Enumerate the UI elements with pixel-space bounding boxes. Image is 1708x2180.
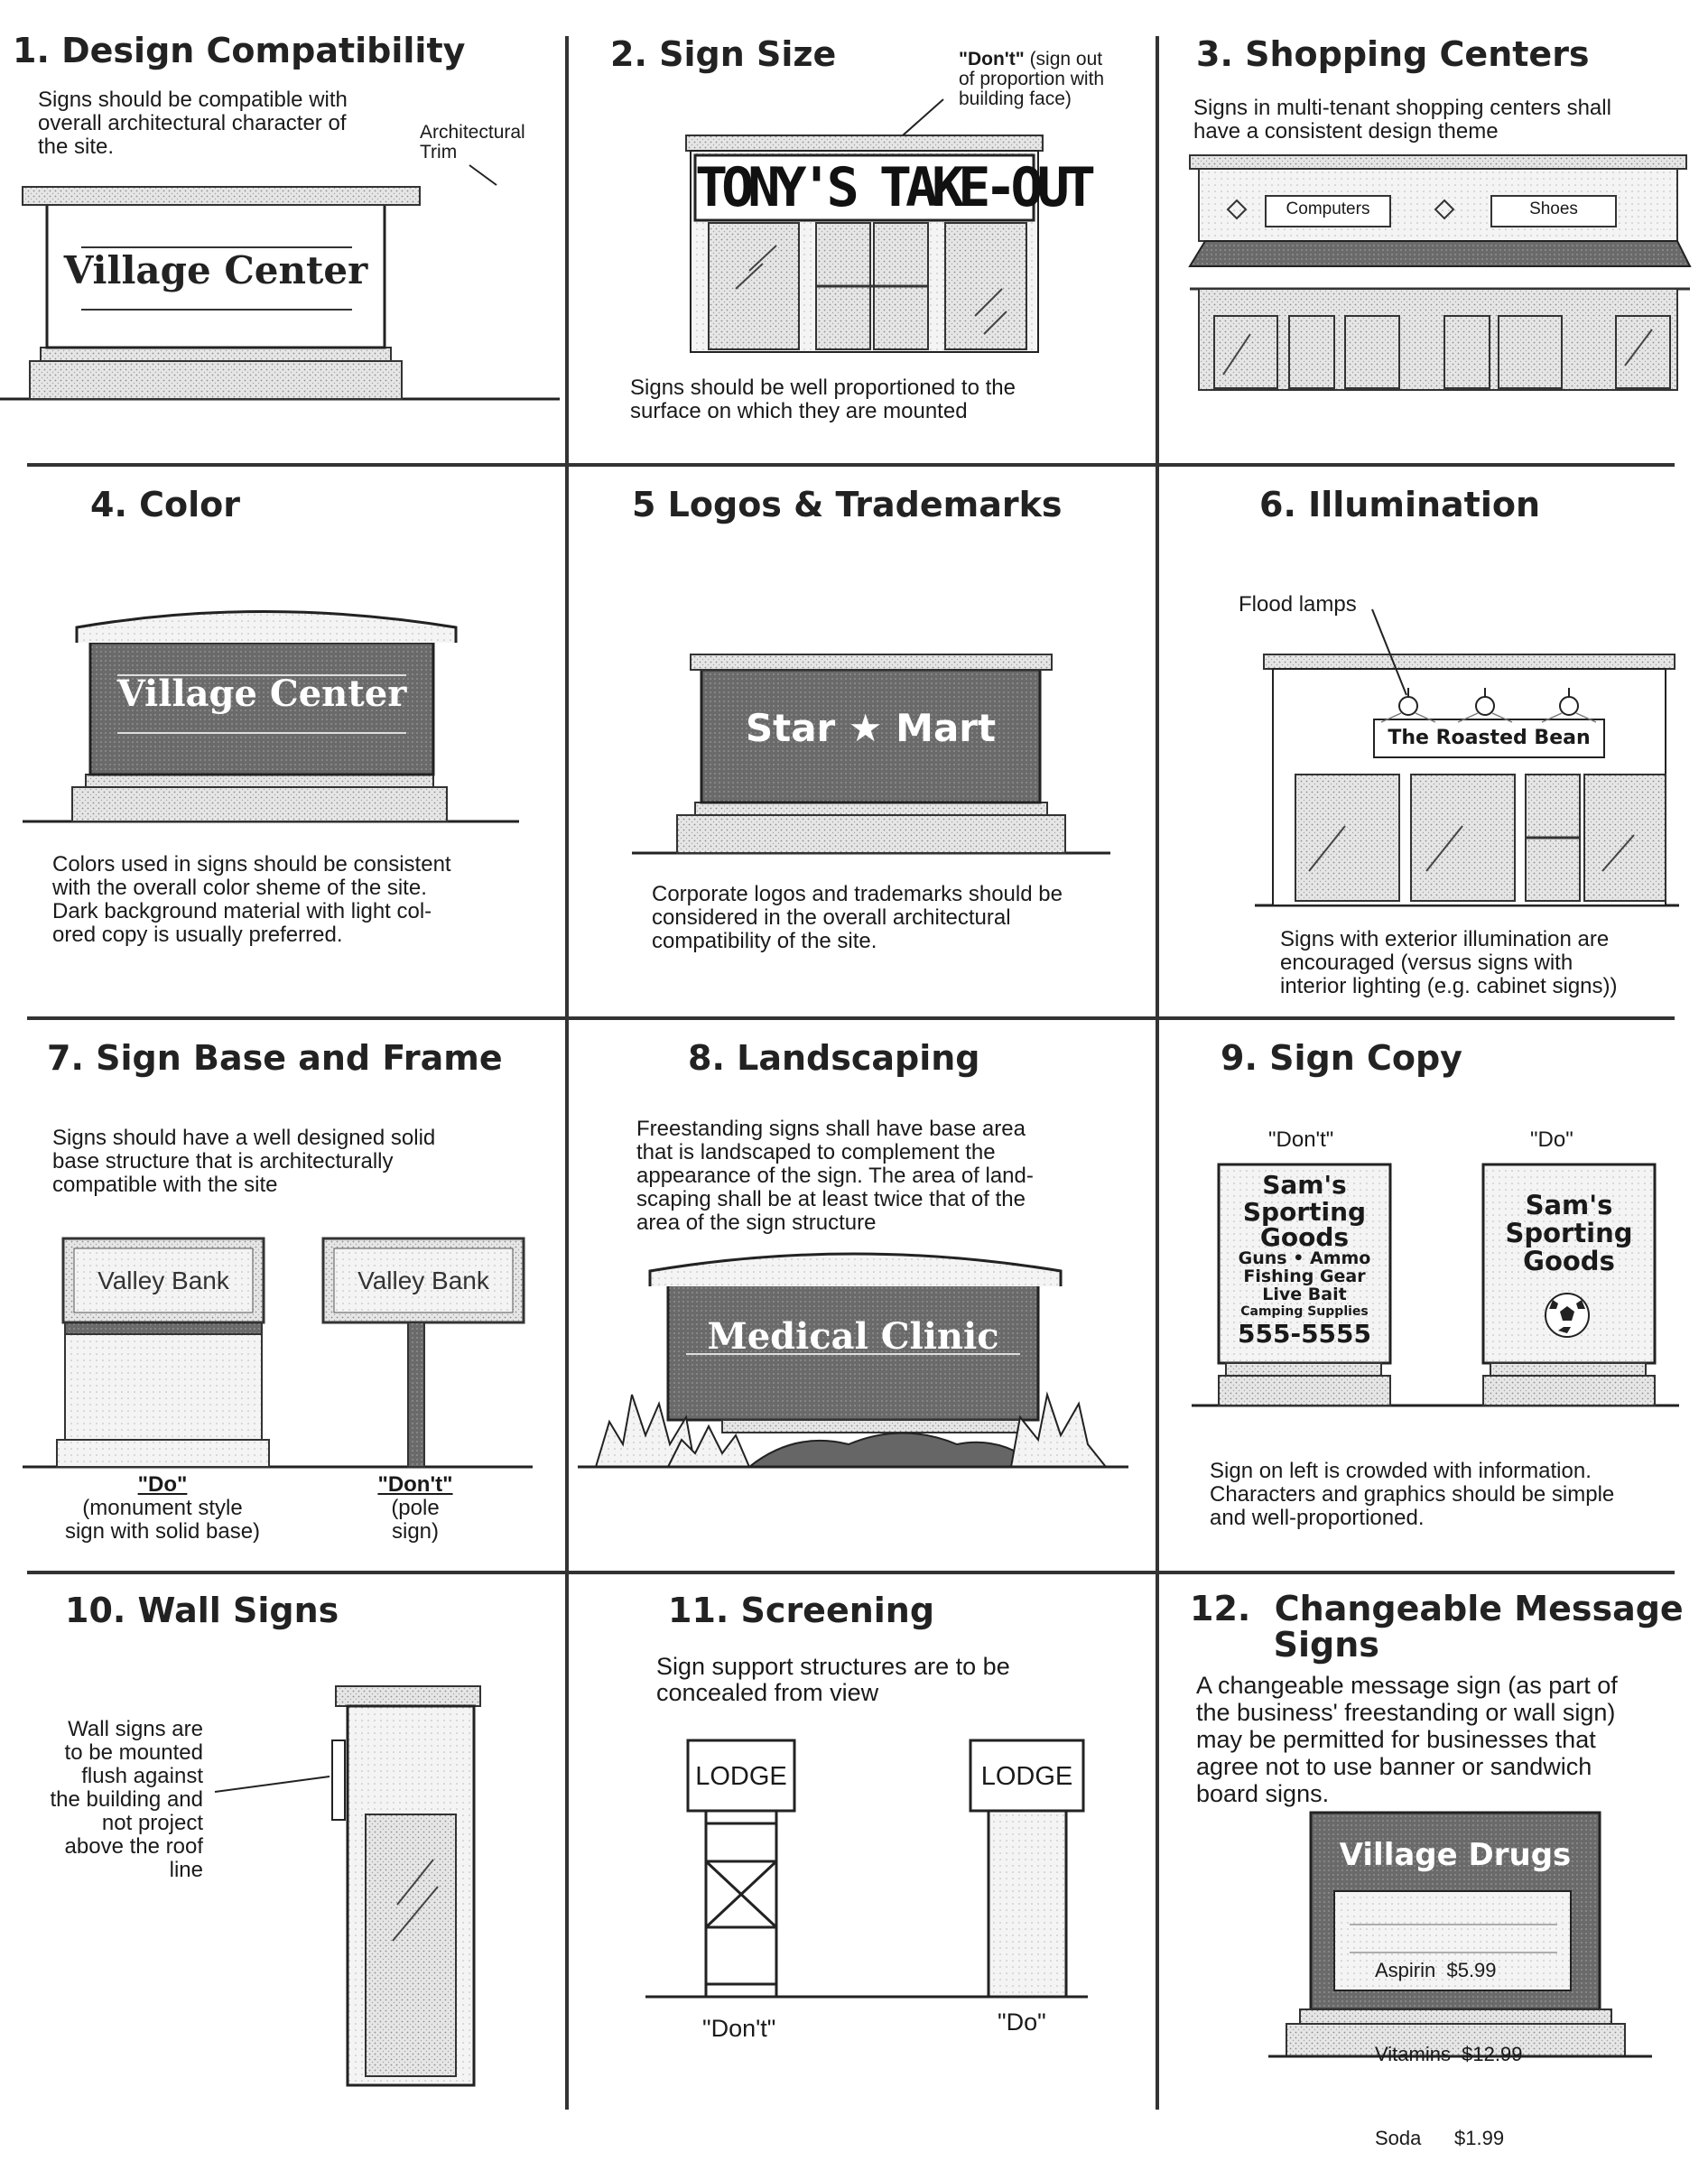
panel-8-sign-text: Medical Clinic	[707, 1315, 999, 1358]
panel-12-sign-text: Village Drugs	[1339, 1837, 1572, 1873]
panel-2-title: 2. Sign Size	[610, 34, 837, 74]
crowded-sign-line: Sam's	[1262, 1170, 1347, 1200]
message-line: Vitamins $12.99	[1375, 2043, 1523, 2065]
panel-5-sign-text: Star ★ Mart	[745, 706, 997, 750]
panel-2-callout-text: (sign out of proportion with building face)	[959, 49, 1105, 109]
panel-7-do-label: "Do"	[137, 1472, 188, 1497]
panel-9-simple-sign	[1483, 1192, 1655, 1276]
crowded-sign-line: Guns • Ammo	[1238, 1248, 1371, 1268]
simple-sign-line: Sporting	[1505, 1218, 1633, 1248]
panel-11-do-sign-text: LODGE	[980, 1762, 1073, 1791]
panel-8-art	[578, 1254, 1128, 1467]
simple-sign-line: Sam's	[1525, 1190, 1613, 1220]
panel-8-title: 8. Landscaping	[688, 1038, 980, 1078]
panel-5-description: Corporate logos and trademarks should be considered in the overall architectural compatibility of the site.	[652, 882, 1063, 953]
panel-3-title: 3. Shopping Centers	[1196, 34, 1590, 74]
panel-10-title: 10. Wall Signs	[65, 1591, 339, 1630]
panel-2-sign-text: TONY'S TAKE-OUT	[695, 156, 1090, 219]
panel-9-dont-label: "Don't"	[1268, 1127, 1334, 1152]
panel-7-description: Signs should have a well designed solid base structure that is architecturally compatible with the site	[52, 1126, 436, 1197]
panel-12-message-board	[1375, 1900, 1522, 2180]
panel-2-callout	[959, 50, 1104, 109]
panel-11-do-label: "Do"	[998, 2008, 1046, 2036]
panel-2-description: Signs should be well proportioned to the surface on which they are mounted	[630, 376, 1016, 423]
crowded-sign-line: Sporting	[1242, 1197, 1367, 1227]
tenant-sign-computers: Computers	[1286, 199, 1370, 218]
tenant-sign-shoes: Shoes	[1529, 199, 1578, 218]
panel-9-description: Sign on left is crowded with information. Characters and graphics should be simple and well-proportioned.	[1210, 1459, 1615, 1530]
crowded-sign-line: 555-5555	[1238, 1319, 1371, 1349]
panel-6-flood-lamps-callout: Flood lamps	[1239, 592, 1357, 617]
panel-4-description: Colors used in signs should be consistent with the overall color sheme of the site. Dark background material with light col- ored copy is usually preferred.	[52, 852, 451, 947]
panel-5-art	[632, 654, 1110, 853]
panel-11-dont-sign-text: LODGE	[695, 1762, 787, 1791]
panel-9-crowded-sign	[1219, 1172, 1390, 1349]
panel-8-description: Freestanding signs shall have base area that is landscaped to complement the appearance of the sign. The area of land- scaping shall be at least twice that of the area of the sign structure	[636, 1117, 1034, 1235]
panel-11-dont-label: "Don't"	[702, 2015, 776, 2042]
panel-9-title: 9. Sign Copy	[1221, 1038, 1462, 1078]
panel-10-art	[215, 1686, 480, 2085]
message-line: Aspirin $5.99	[1375, 1959, 1497, 1981]
panel-7-do-note: (monument style sign with solid base)	[64, 1496, 261, 1544]
panel-7-pole-sign-text: Valley Bank	[357, 1266, 489, 1294]
panel-1-title: 1. Design Compatibility	[13, 31, 466, 70]
crowded-sign-line: Fishing Gear	[1243, 1266, 1366, 1286]
panel-3-description: Signs in multi-tenant shopping centers shall have a consistent design theme	[1193, 96, 1611, 144]
panel-7-monument-sign-text: Valley Bank	[97, 1266, 229, 1294]
panel-12-description: A changeable message sign (as part of the business' freestanding or wall sign) may be permitted for businesses that agree not to use banner or sandwich board signs.	[1196, 1672, 1618, 1807]
panel-6-title: 6. Illumination	[1259, 485, 1541, 524]
panel-4-sign-text: Village Center	[116, 673, 407, 715]
panel-7-title: 7. Sign Base and Frame	[47, 1038, 503, 1078]
panel-6-description: Signs with exterior illumination are encouraged (versus signs with interior lighting (e.g. cabinet signs))	[1280, 927, 1618, 998]
panel-7-do-caption	[27, 1473, 298, 1544]
crowded-sign-line: Goods	[1259, 1222, 1350, 1252]
panel-6-art	[1255, 609, 1679, 905]
panel-11-description: Sign support structures are to be concealed from view	[656, 1653, 1010, 1706]
panel-7-dont-note: (pole sign)	[391, 1496, 440, 1544]
panel-9-do-label: "Do"	[1530, 1127, 1573, 1152]
panel-6-sign-text: The Roasted Bean	[1388, 727, 1591, 749]
panel-1-trim-callout: Architectural Trim	[420, 122, 525, 162]
panel-7-dont-caption	[352, 1473, 478, 1544]
panel-5-title: 5 Logos & Trademarks	[632, 485, 1063, 524]
simple-sign-line: Goods	[1523, 1246, 1615, 1276]
crowded-sign-line: Live Bait	[1262, 1285, 1347, 1304]
soccer-ball-icon	[1546, 1294, 1589, 1337]
panel-4-title: 4. Color	[90, 485, 240, 524]
panel-2-callout-dont: "Don't"	[959, 49, 1025, 70]
panel-10-description: Wall signs are to be mounted flush against the building and not project above the roof line	[50, 1717, 203, 1882]
crowded-sign-line: Camping Supplies	[1240, 1304, 1369, 1319]
panel-11-title: 11. Screening	[668, 1591, 935, 1630]
panel-1-sign-text: Village Center	[63, 248, 368, 292]
panel-3-art	[1190, 155, 1690, 390]
panel-2-art	[686, 99, 1090, 352]
panel-12-title: 12. Changeable Message Signs	[1190, 1589, 1684, 1665]
panel-7-dont-label: "Don't"	[377, 1472, 453, 1497]
message-line: Soda $1.99	[1375, 2127, 1505, 2149]
panel-4-art	[23, 612, 519, 822]
panel-1-description: Signs should be compatible with overall architectural character of the site.	[38, 88, 348, 159]
